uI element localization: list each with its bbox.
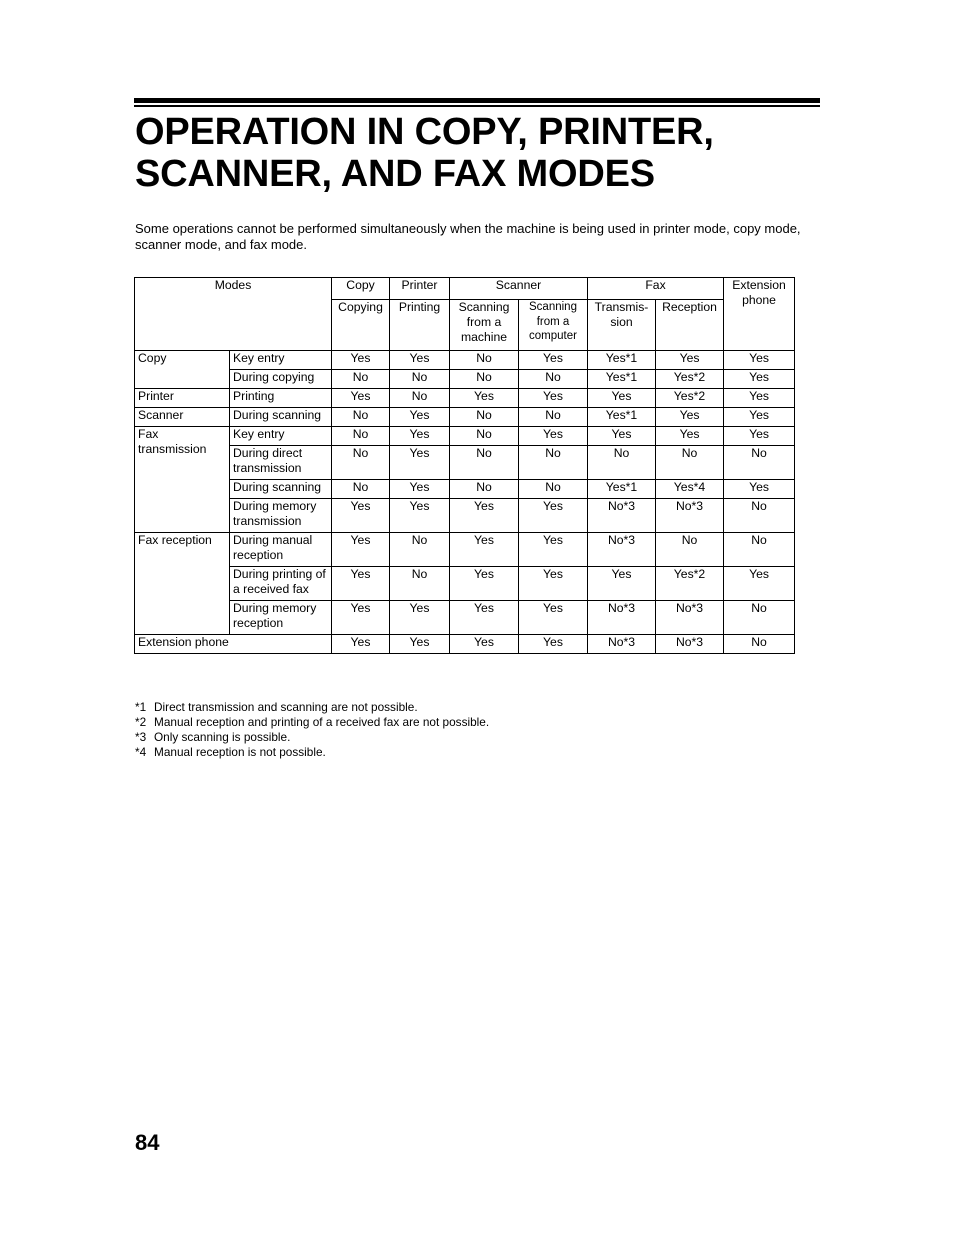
value-cell: Yes: [519, 499, 588, 533]
value-cell: Yes: [519, 533, 588, 567]
mode-cell: Fax reception: [135, 533, 230, 635]
value-cell: Yes: [724, 567, 795, 601]
value-cell: Yes: [724, 480, 795, 499]
value-cell: Yes: [332, 601, 390, 635]
table-row: [135, 480, 795, 499]
value-cell: Yes: [332, 389, 390, 408]
mode-cell: Extension phone: [135, 635, 332, 654]
value-cell: No*3: [588, 499, 656, 533]
table-row: [135, 533, 795, 567]
footnote: [135, 730, 825, 745]
intro-paragraph: Some operations cannot be performed simultaneously when the machine is being used in printer mode, copy mode, scanner mode, and fax mode.: [135, 221, 801, 252]
value-cell: No: [450, 480, 519, 499]
value-cell: No*3: [656, 499, 724, 533]
value-cell: Yes: [656, 408, 724, 427]
value-cell: Yes: [519, 389, 588, 408]
group-header-printer: Printer: [390, 278, 450, 300]
value-cell: Yes*1: [588, 370, 656, 389]
value-cell: Yes: [332, 635, 390, 654]
value-cell: No*3: [588, 601, 656, 635]
value-cell: No: [588, 446, 656, 480]
value-cell: Yes: [332, 351, 390, 370]
table-row: [135, 408, 795, 427]
value-cell: Yes: [519, 351, 588, 370]
value-cell: Yes: [724, 370, 795, 389]
value-cell: Yes: [390, 480, 450, 499]
value-cell: Yes: [519, 635, 588, 654]
value-cell: Yes: [390, 351, 450, 370]
value-cell: Yes: [390, 635, 450, 654]
value-cell: Yes: [450, 635, 519, 654]
page-title-line-1: OPERATION IN COPY, PRINTER,: [135, 111, 714, 153]
value-cell: Yes*4: [656, 480, 724, 499]
footnote-mark: *1: [135, 700, 147, 714]
value-cell: Yes: [390, 499, 450, 533]
value-cell: No: [519, 446, 588, 480]
value-cell: No: [724, 446, 795, 480]
value-cell: Yes: [390, 408, 450, 427]
footnote: [135, 715, 825, 730]
value-cell: No: [450, 351, 519, 370]
value-cell: No: [332, 446, 390, 480]
modes-table: [134, 277, 795, 654]
operation-cell: During memory transmission: [230, 499, 332, 533]
value-cell: Yes*2: [656, 370, 724, 389]
value-cell: No*3: [588, 533, 656, 567]
group-header-copy: Copy: [332, 278, 390, 300]
operation-cell: During scanning: [230, 408, 332, 427]
value-cell: Yes: [450, 389, 519, 408]
value-cell: Yes: [332, 567, 390, 601]
value-cell: No: [724, 635, 795, 654]
operation-cell: Printing: [230, 389, 332, 408]
value-cell: No: [724, 499, 795, 533]
value-cell: No: [332, 408, 390, 427]
value-cell: Yes: [724, 427, 795, 446]
value-cell: Yes*2: [656, 389, 724, 408]
value-cell: Yes: [588, 389, 656, 408]
value-cell: Yes: [519, 427, 588, 446]
operation-cell: During scanning: [230, 480, 332, 499]
value-cell: No: [390, 370, 450, 389]
value-cell: No*3: [588, 635, 656, 654]
header-rule-thick: [134, 98, 820, 103]
operation-cell: Key entry: [230, 427, 332, 446]
table-row: [135, 370, 795, 389]
value-cell: Yes: [656, 427, 724, 446]
footnote-mark: *4: [135, 745, 147, 759]
value-cell: Yes: [588, 567, 656, 601]
operation-cell: During manual reception: [230, 533, 332, 567]
value-cell: No: [519, 370, 588, 389]
value-cell: Yes*1: [588, 408, 656, 427]
operation-cell: During memory reception: [230, 601, 332, 635]
modes-header: Modes: [135, 278, 332, 351]
value-cell: Yes: [450, 601, 519, 635]
operation-cell: During direct transmission: [230, 446, 332, 480]
value-cell: Yes: [724, 408, 795, 427]
mode-cell: Copy: [135, 351, 230, 389]
value-cell: No: [450, 427, 519, 446]
value-cell: Yes: [450, 499, 519, 533]
value-cell: No: [450, 370, 519, 389]
footnote-text: Manual reception is not possible.: [154, 745, 326, 759]
value-cell: Yes: [390, 601, 450, 635]
value-cell: Yes: [656, 351, 724, 370]
footnote: [135, 745, 825, 760]
value-cell: No: [332, 480, 390, 499]
page-title-line-2: SCANNER, AND FAX MODES: [135, 153, 655, 195]
value-cell: Yes: [450, 567, 519, 601]
value-cell: Yes: [724, 351, 795, 370]
table-row: [135, 351, 795, 370]
subheader-printing: Printing: [390, 300, 450, 351]
group-header-extension-phone: Extension phone: [724, 278, 795, 351]
mode-cell: Printer: [135, 389, 230, 408]
value-cell: No: [724, 601, 795, 635]
table-row: [135, 601, 795, 635]
value-cell: No: [656, 446, 724, 480]
header-rule-thin: [134, 105, 820, 107]
subheader-scanning-from-computer: Scanning from a computer: [519, 300, 588, 351]
footnote-mark: *2: [135, 715, 147, 729]
value-cell: No: [450, 446, 519, 480]
subheader-reception: Reception: [656, 300, 724, 351]
value-cell: No: [724, 533, 795, 567]
table-row: [135, 446, 795, 480]
value-cell: No: [390, 389, 450, 408]
table-body: [135, 351, 795, 654]
group-header-scanner: Scanner: [450, 278, 588, 300]
footnote-text: Direct transmission and scanning are not possible.: [154, 700, 418, 714]
page-number: 84: [135, 1130, 160, 1155]
footnotes: [135, 700, 825, 760]
value-cell: Yes: [390, 427, 450, 446]
subheader-copying: Copying: [332, 300, 390, 351]
value-cell: Yes: [332, 499, 390, 533]
value-cell: Yes: [450, 533, 519, 567]
value-cell: Yes*2: [656, 567, 724, 601]
table-row: [135, 499, 795, 533]
value-cell: Yes: [724, 389, 795, 408]
operation-cell: During printing of a received fax: [230, 567, 332, 601]
value-cell: No: [332, 370, 390, 389]
table-header: [135, 278, 795, 351]
value-cell: No: [332, 427, 390, 446]
value-cell: Yes: [519, 567, 588, 601]
mode-cell: Scanner: [135, 408, 230, 427]
value-cell: No: [390, 567, 450, 601]
footnote: [135, 700, 825, 715]
value-cell: Yes*1: [588, 351, 656, 370]
value-cell: No: [519, 408, 588, 427]
value-cell: Yes: [332, 533, 390, 567]
footnote-text: Manual reception and printing of a received fax are not possible.: [154, 715, 490, 729]
operation-cell: During copying: [230, 370, 332, 389]
table-row: [135, 567, 795, 601]
table-row: [135, 635, 795, 654]
value-cell: Yes*1: [588, 480, 656, 499]
value-cell: No: [450, 408, 519, 427]
footnote-mark: *3: [135, 730, 147, 744]
header-group-row: [135, 278, 795, 300]
subheader-transmission: Transmis-sion: [588, 300, 656, 351]
table-row: [135, 389, 795, 408]
table-row: [135, 427, 795, 446]
page-title: [135, 111, 825, 195]
value-cell: No*3: [656, 601, 724, 635]
mode-cell: Fax transmission: [135, 427, 230, 533]
value-cell: No: [519, 480, 588, 499]
value-cell: No: [390, 533, 450, 567]
value-cell: Yes: [390, 446, 450, 480]
subheader-scanning-from-machine: Scanning from a machine: [450, 300, 519, 351]
value-cell: No*3: [656, 635, 724, 654]
value-cell: Yes: [588, 427, 656, 446]
value-cell: Yes: [519, 601, 588, 635]
value-cell: No: [656, 533, 724, 567]
footnote-text: Only scanning is possible.: [154, 730, 291, 744]
operation-cell: Key entry: [230, 351, 332, 370]
group-header-fax: Fax: [588, 278, 724, 300]
